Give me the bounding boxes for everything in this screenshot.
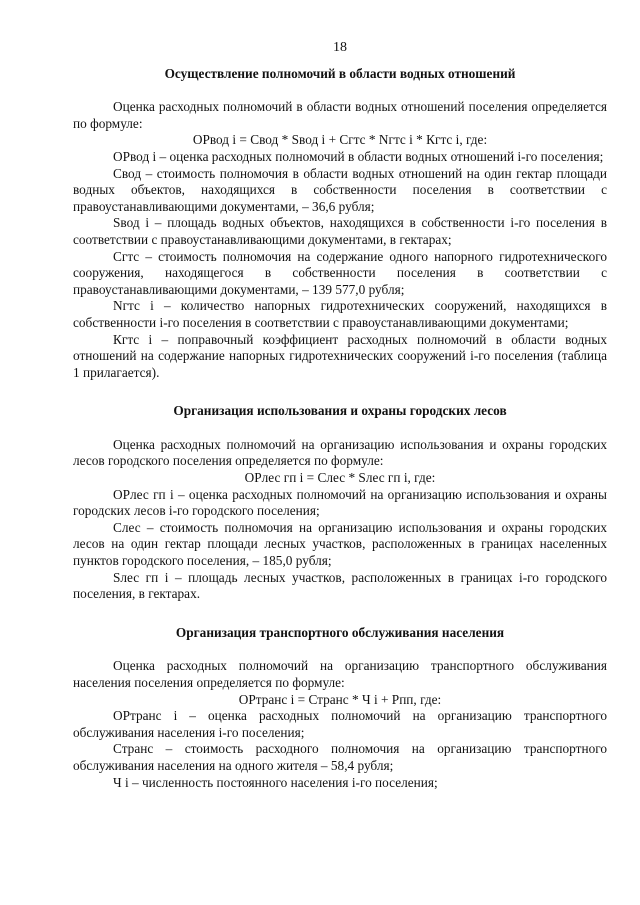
page-content (73, 40, 607, 791)
section-title: Организация использования и охраны городских лесов (173, 403, 507, 419)
definition: ОРлес гп i – оценка расходных полномочий на организацию использования и охраны городских лесов i-го городского поселения; (73, 486, 607, 519)
definition: Свод – стоимость полномочия в области водных отношений на один гектар площади водных объектов, находящихся в собственности поселения в соответствии с правоустанавливающими документами, – 36,6 рубля; (73, 165, 607, 214)
formula: ОРвод i = Свод * Sвод i + Сгтс * Nгтс i * Кгтс i, где: (192, 132, 488, 148)
section-intro: Оценка расходных полномочий на организацию транспортного обслуживания населения поселения определяется по формуле: (73, 658, 607, 690)
section-urban-forests (73, 403, 607, 603)
definition: Кгтс i – поправочный коэффициент расходных полномочий в области водных отношений на содержание напорных гидротехнических сооружений i-го поселения (таблица 1 прилагается). (73, 331, 607, 380)
definition: Sвод i – площадь водных объектов, находящихся в собственности i-го поселения в соответствии с правоустанавливающими документами, в гектарах; (73, 215, 607, 247)
definition: Nгтс i – количество напорных гидротехнических сооружений, находящихся в собственности i-го поселения в соответствии с правоустанавливающими документами; (73, 298, 607, 330)
formula: ОРлес гп i = Слес * Sлес гп i, где: (244, 470, 436, 486)
section-water-relations (73, 66, 607, 382)
definition: Ч i – численность постоянного населения i-го поселения; (113, 774, 438, 790)
definition: ОРтранс i – оценка расходных полномочий на организацию транспортного обслуживания населения i-го поселения; (73, 708, 607, 740)
definition: Странс – стоимость расходного полномочия на организацию транспортного обслуживания населения на одного жителя – 58,4 рубля; (73, 741, 607, 773)
definition: Сгтс – стоимость полномочия на содержание одного напорного гидротехнического сооружения, находящегося в собственности поселения в соответствии с правоустанавливающими документами, – 139 577,0 рубля; (73, 248, 607, 297)
definition: Sлес гп i – площадь лесных участков, расположенных в границах i-го городского поселения, в гектарах. (73, 569, 607, 602)
page-number: 18 (333, 40, 347, 55)
formula: ОРтранс i = Странс * Ч i + Рпп, где: (238, 691, 442, 707)
section-title: Организация транспортного обслуживания населения (175, 624, 505, 640)
section-intro: Оценка расходных полномочий в области водных отношений поселения определяется по формуле: (73, 99, 607, 131)
section-intro: Оценка расходных полномочий на организацию использования и охраны городских лесов городского поселения определяется по формуле: (73, 436, 607, 469)
definition: Слес – стоимость полномочия на организацию использования и охраны городских лесов на один гектар площади лесных участков, расположенных в границах населенных пунктов городского поселения, – 185,0 рубля; (73, 519, 607, 569)
definition: ОРвод i – оценка расходных полномочий в области водных отношений i-го поселения; (113, 148, 604, 164)
section-transport-service (73, 625, 607, 791)
section-title: Осуществление полномочий в области водных отношений (164, 65, 516, 81)
